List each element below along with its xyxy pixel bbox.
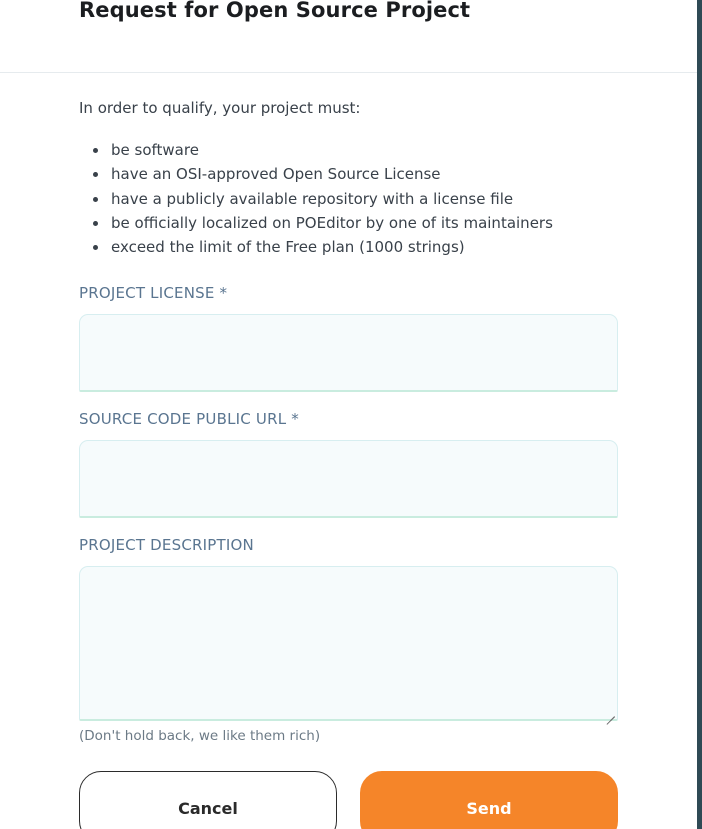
list-item: exceed the limit of the Free plan (1000 strings) [79, 235, 553, 259]
list-item: have an OSI-approved Open Source License [79, 162, 553, 186]
resize-handle-icon[interactable] [606, 708, 615, 717]
dialog-title: Request for Open Source Project [79, 0, 471, 22]
intro-text: In order to qualify, your project must: [79, 99, 361, 117]
source-code-url-field-wrapper [79, 440, 618, 518]
list-item: be software [79, 138, 553, 162]
backdrop-edge [697, 0, 702, 829]
description-hint: (Don't hold back, we like them rich) [79, 728, 321, 744]
project-description-field-wrapper [79, 566, 618, 721]
project-description-textarea[interactable] [80, 567, 617, 719]
cancel-button[interactable]: Cancel [79, 771, 337, 829]
project-license-label: PROJECT LICENSE * [79, 284, 228, 302]
list-item: be officially localized on POEditor by one of its maintainers [79, 211, 553, 235]
list-item: have a publicly available repository with a license file [79, 187, 553, 211]
requirements-list [79, 138, 553, 259]
project-license-input[interactable] [80, 315, 617, 390]
project-license-field-wrapper [79, 314, 618, 392]
dialog-header [0, 0, 697, 73]
project-description-label: PROJECT DESCRIPTION [79, 536, 254, 554]
source-code-url-input[interactable] [80, 441, 617, 516]
source-code-url-label: SOURCE CODE PUBLIC URL * [79, 410, 299, 428]
send-button[interactable]: Send [360, 771, 618, 829]
